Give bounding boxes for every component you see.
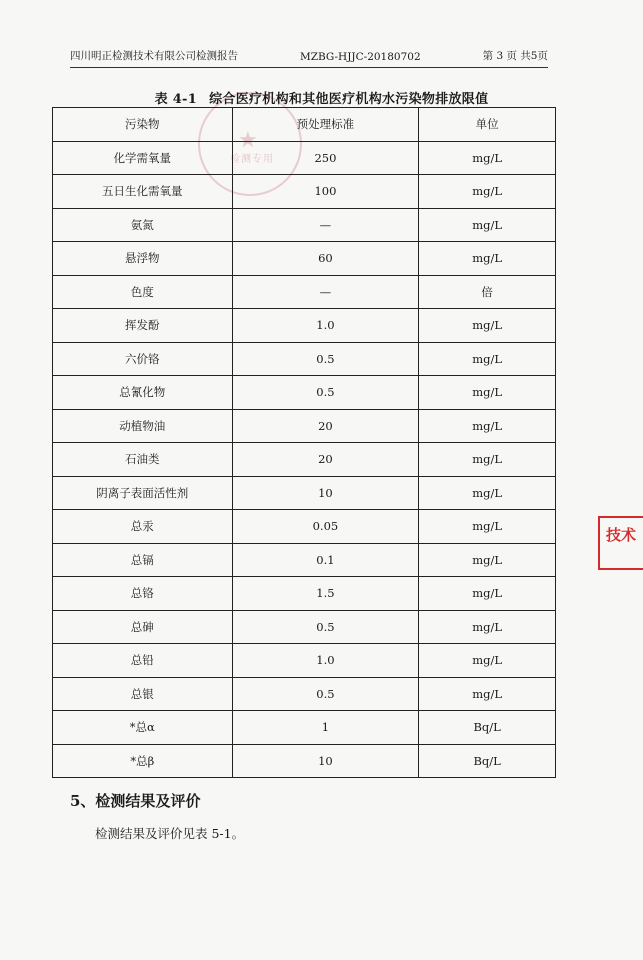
table-row <box>53 175 556 209</box>
pollutant-cell: 化学需氧量 <box>53 141 233 175</box>
table-row <box>53 476 556 510</box>
pollutant-cell: 总汞 <box>53 510 233 544</box>
table-row <box>53 543 556 577</box>
standard-value-cell: 1.0 <box>232 644 419 678</box>
table-row <box>53 744 556 778</box>
unit-cell: mg/L <box>419 208 556 242</box>
standard-value-cell: 100 <box>232 175 419 209</box>
unit-cell: mg/L <box>419 677 556 711</box>
standard-value-cell: 0.1 <box>232 543 419 577</box>
table-row <box>53 443 556 477</box>
column-header: 单位 <box>419 108 556 142</box>
pollutant-limits-table <box>52 107 556 778</box>
company-name: 四川明正检测技术有限公司检测报告 <box>70 50 238 62</box>
pollutant-cell: 总铅 <box>53 644 233 678</box>
standard-value-cell: 1.5 <box>232 577 419 611</box>
unit-cell: mg/L <box>419 242 556 276</box>
section-heading: 5、检测结果及评价 <box>70 792 201 810</box>
column-header: 预处理标准 <box>232 108 419 142</box>
pollutant-cell: 石油类 <box>53 443 233 477</box>
red-stamp-text: 技术 <box>606 526 637 544</box>
table-number: 表 4-1 <box>154 92 198 107</box>
standard-value-cell: — <box>232 208 419 242</box>
table-row <box>53 677 556 711</box>
standard-value-cell: 20 <box>232 443 419 477</box>
unit-cell: 倍 <box>419 275 556 309</box>
table-row <box>53 309 556 343</box>
table-row <box>53 342 556 376</box>
table-row <box>53 711 556 745</box>
page-header <box>70 48 548 68</box>
section-text: 检测结果及评价见表 5-1。 <box>95 826 245 841</box>
table-caption: 综合医疗机构和其他医疗机构水污染物排放限值 <box>209 92 489 107</box>
standard-value-cell: 0.5 <box>232 342 419 376</box>
pollutant-cell: 五日生化需氧量 <box>53 175 233 209</box>
pollutant-cell: 氨氮 <box>53 208 233 242</box>
pollutant-cell: 六价铬 <box>53 342 233 376</box>
table-title <box>0 88 643 107</box>
pollutant-cell: 色度 <box>53 275 233 309</box>
standard-value-cell: 10 <box>232 476 419 510</box>
table-body <box>53 141 556 778</box>
pollutant-cell: 悬浮物 <box>53 242 233 276</box>
standard-value-cell: 20 <box>232 409 419 443</box>
pollutant-cell: *总β <box>53 744 233 778</box>
pollutant-cell: *总α <box>53 711 233 745</box>
pollutant-cell: 总铬 <box>53 577 233 611</box>
unit-cell: mg/L <box>419 610 556 644</box>
standard-value-cell: 10 <box>232 744 419 778</box>
table-row <box>53 141 556 175</box>
standard-value-cell: 0.5 <box>232 376 419 410</box>
unit-cell: Bq/L <box>419 744 556 778</box>
standard-value-cell: 1.0 <box>232 309 419 343</box>
table-row <box>53 510 556 544</box>
page-number: 第 3 页 共5页 <box>482 50 548 62</box>
seal-star-icon: ★ <box>238 128 258 153</box>
standard-value-cell: — <box>232 275 419 309</box>
pollutant-cell: 阴离子表面活性剂 <box>53 476 233 510</box>
table-row <box>53 208 556 242</box>
pollutant-cell: 总氰化物 <box>53 376 233 410</box>
pollutant-cell: 挥发酚 <box>53 309 233 343</box>
unit-cell: mg/L <box>419 476 556 510</box>
column-header: 污染物 <box>53 108 233 142</box>
unit-cell: mg/L <box>419 543 556 577</box>
table-row <box>53 242 556 276</box>
unit-cell: mg/L <box>419 141 556 175</box>
table-row <box>53 577 556 611</box>
standard-value-cell: 0.5 <box>232 677 419 711</box>
pollutant-cell: 总砷 <box>53 610 233 644</box>
standard-value-cell: 0.05 <box>232 510 419 544</box>
unit-cell: mg/L <box>419 644 556 678</box>
report-number: MZBG-HJJC-20180702 <box>299 51 421 63</box>
unit-cell: Bq/L <box>419 711 556 745</box>
table-row <box>53 610 556 644</box>
unit-cell: mg/L <box>419 342 556 376</box>
standard-value-cell: 0.5 <box>232 610 419 644</box>
pollutant-cell: 动植物油 <box>53 409 233 443</box>
pollutant-cell: 总银 <box>53 677 233 711</box>
unit-cell: mg/L <box>419 510 556 544</box>
red-stamp <box>598 516 643 570</box>
unit-cell: mg/L <box>419 376 556 410</box>
pollutant-cell: 总镉 <box>53 543 233 577</box>
unit-cell: mg/L <box>419 443 556 477</box>
table-row <box>53 644 556 678</box>
unit-cell: mg/L <box>419 409 556 443</box>
standard-value-cell: 60 <box>232 242 419 276</box>
seal-text: 检测专用 <box>230 154 274 165</box>
table-row <box>53 409 556 443</box>
table-row <box>53 376 556 410</box>
standard-value-cell: 250 <box>232 141 419 175</box>
table-row <box>53 275 556 309</box>
table-header-row <box>53 108 556 142</box>
unit-cell: mg/L <box>419 175 556 209</box>
unit-cell: mg/L <box>419 577 556 611</box>
standard-value-cell: 1 <box>232 711 419 745</box>
unit-cell: mg/L <box>419 309 556 343</box>
